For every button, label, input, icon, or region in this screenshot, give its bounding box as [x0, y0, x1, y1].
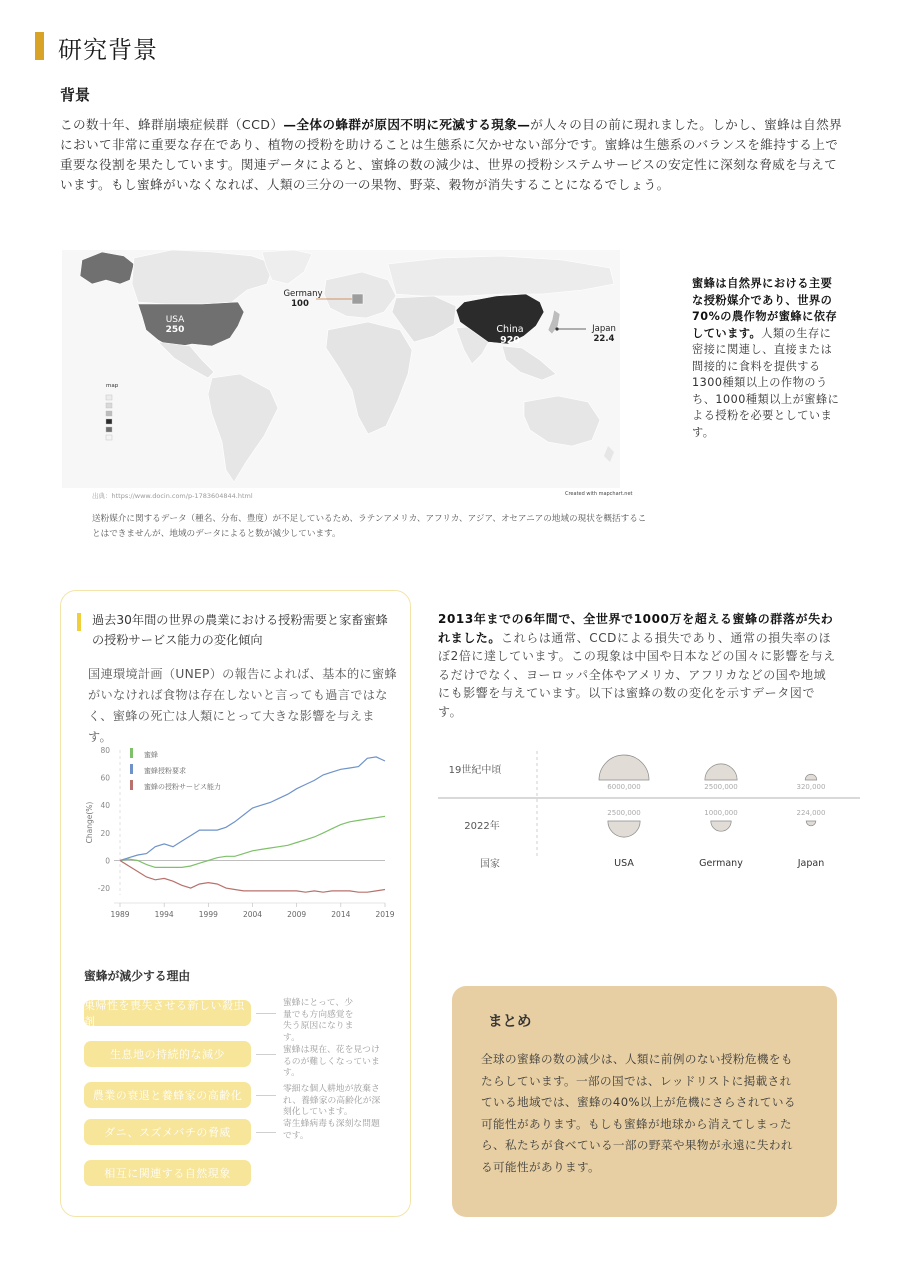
map-label-usa-value: 250: [165, 325, 185, 335]
map-source: 出典：https://www.docin.com/p-1783604844.html: [92, 492, 253, 500]
map-legend-swatch-6: [106, 435, 112, 440]
map-credit: Created with mapchart.net: [565, 491, 633, 497]
bee-past-halfcircle-2: [705, 764, 737, 780]
chart-legend-swatch-2: [130, 764, 133, 774]
bee-row-country: 国家: [480, 859, 500, 870]
reasons-title: 蜜蜂が減少する理由: [84, 969, 191, 983]
chart-ytick-3: 20: [100, 828, 110, 838]
page-title: 研究背景: [58, 36, 158, 64]
map-side-bold: 蜜蜂は自然界における主要な授粉媒介であり、世界の70%の農作物が蜜蜂に依存しています。: [692, 277, 838, 340]
map-legend-swatch-5: [106, 427, 112, 432]
bee-now-value-2: 1000,000: [704, 809, 738, 817]
chart-xtick-4: 2009: [287, 910, 307, 919]
chart-legend-label-3: 蜜蜂の授粉サービス能力: [144, 783, 221, 791]
map-label-japan-value: 22.4: [593, 334, 615, 344]
right-paragraph: [438, 610, 838, 721]
bee-now-halfcircle-2: [711, 821, 731, 831]
map-label-germany-value: 100: [291, 299, 309, 309]
reason-pill-2: 生息地の持続的な減少: [84, 1041, 251, 1067]
chart-xtick-1: 1994: [154, 910, 174, 919]
intro-text-2: が人々の目の前に現れました。しかし、蜜蜂は自然界において非常に重要な存在であり、植物の授粉を助けることは生態系に欠かせない部分です。蜜蜂は生態系のバランスを維持する上で重要な役割を果たしています。関連データによると、蜜蜂の数の減少は、世界の授粉システムサービスの安定性に深刻な脅威を与えています。もし蜜蜂がいなくなれば、人類の三分の一の果物、野菜、穀物が消失することになるでしょう。: [60, 117, 843, 192]
map-label-usa-name: USA: [165, 315, 185, 325]
chart-ytick-2: 40: [100, 801, 110, 811]
bee-past-value-1: 6000,000: [607, 783, 641, 791]
card-title: 過去30年間の世界の農業における授粉需要と家畜蜜蜂の授粉サービス能力の変化傾向: [92, 613, 388, 647]
chart-ytick-5: -20: [97, 884, 110, 894]
chart-xtick-5: 2014: [331, 910, 351, 919]
reason-desc-4: 寄生蜂病毒も深刻な問題です。: [283, 1119, 380, 1141]
reason-pill-3: 農業の衰退と養蜂家の高齢化: [84, 1082, 251, 1108]
map-note: 送粉媒介に関するデータ（種名、分布、豊度）が不足しているため、ラテンアメリカ、アフリカ、アジア、オセアニアの地域の現状を概括することはできませんが、地域のデータによると数が減少しています。: [92, 514, 647, 539]
bee-country-1: USA: [614, 858, 634, 869]
right-rest: これらは通常、CCDによる損失であり、通常の損失率のほぼ2倍に達しています。この現象は中国や日本などの国々に影響を与えるだけでなく、ヨーロッパ全体やアメリカ、アフリカなどの国や地域にも影響を与えています。以下は蜜蜂の数の変化を示すデータ図です。: [438, 630, 836, 719]
map-legend-swatch-4: [106, 419, 112, 424]
chart-ytick-1: 60: [100, 773, 110, 783]
chart-legend-label-1: 蜜蜂: [144, 751, 158, 759]
bee-now-halfcircle-3: [806, 821, 816, 826]
reason-desc-3: 零細な個人耕地が放棄され、養蜂家の高齢化が深刻化しています。: [283, 1084, 381, 1118]
bee-country-2: Germany: [699, 858, 743, 869]
chart-legend-swatch-3: [130, 780, 133, 790]
map-label-germany-name: Germany: [283, 289, 323, 299]
intro-bold: —全体の蜂群が原因不明に死滅する現象—: [283, 117, 531, 132]
bee-past-value-2: 2500,000: [704, 783, 738, 791]
card-text: 国連環境計画（UNEP）の報告によれば、基本的に蜜蜂がいなければ食物は存在しないと言っても過言ではなく、蜜蜂の死亡は人類にとって大きな影響を与えます。: [88, 667, 398, 744]
reason-connector-1: [256, 1013, 276, 1014]
pollination-line-chart: [80, 740, 400, 932]
chart-legend-swatch-1: [130, 748, 133, 758]
chart-ylabel: Change(%): [85, 801, 94, 844]
reason-connector-3: [256, 1095, 276, 1096]
reason-connector-2: [256, 1054, 276, 1055]
chart-series-line-1: [120, 816, 385, 867]
reason-pill-5: 相互に関連する自然現象: [84, 1160, 251, 1186]
chart-xtick-3: 2004: [242, 910, 263, 919]
chart-ytick-0: 80: [100, 746, 110, 755]
bee-population-chart: [438, 745, 863, 880]
chart-xtick-6: 2019: [375, 910, 395, 919]
chart-series-line-3: [120, 861, 385, 893]
bee-now-value-3: 224,000: [796, 809, 826, 817]
reason-desc-2: 蜜蜂は現在、花を見つけるのが難しくなっています。: [283, 1045, 380, 1079]
map-label-china-value: 920: [500, 335, 520, 346]
chart-xtick-0: 1989: [110, 910, 130, 919]
right-bold: 2013年までの6年間で、全世界で1000万を超える蜜蜂の群落が失われました。: [438, 612, 834, 645]
reason-desc-1: 蜜蜂にとって、少量でも方向感覚を失う原因になります。: [283, 998, 354, 1043]
map-side-rest: 人類の生存に密接に関連し、直接または間接的に食料を提供する1300種類以上の作物のうち、1000種類以上が蜜蜂による授粉を必要としています。: [692, 326, 840, 439]
map-legend-swatch-3: [106, 411, 112, 416]
bee-now-value-1: 2500,000: [607, 809, 641, 817]
intro-text-1: この数十年、蜂群崩壊症候群（CCD）: [60, 117, 284, 132]
section-heading: 背景: [60, 86, 91, 104]
map-label-japan-name: Japan: [592, 324, 616, 334]
bee-past-halfcircle-3: [805, 774, 817, 780]
bee-country-3: Japan: [797, 858, 825, 869]
map-legend-swatch-1: [106, 395, 112, 400]
reason-connector-4: [256, 1132, 276, 1133]
map-label-china-name: China: [496, 324, 524, 335]
map-legend-swatch-2: [106, 403, 112, 408]
chart-legend-label-2: 蜜蜂授粉要求: [144, 767, 186, 775]
bee-row-past: 19世紀中頃: [448, 765, 502, 776]
map-legend-title: map: [106, 383, 119, 389]
bee-now-halfcircle-1: [608, 821, 640, 837]
world-map: [62, 250, 620, 488]
chart-xtick-2: 1999: [198, 910, 218, 919]
reason-pill-1: 巣帰性を喪失させる新しい殺虫剤: [84, 1000, 251, 1026]
intro-paragraph: [60, 115, 845, 195]
bee-past-halfcircle-1: [599, 755, 649, 780]
map-side-text: [692, 276, 842, 441]
summary-title: まとめ: [488, 1014, 532, 1030]
map-region-germany: [352, 294, 363, 304]
bee-past-value-3: 320,000: [796, 783, 826, 791]
title-accent-bar: [35, 32, 44, 60]
reason-pill-4: ダニ、スズメバチの脅威: [84, 1119, 251, 1145]
bee-row-now: 2022年: [464, 821, 500, 832]
summary-text: 全球の蜜蜂の数の減少は、人類に前例のない授粉危機をもたらしています。一部の国では、レッドリストに掲載されている地域では、蜜蜂の40%以上が危機にさらされている可能性があります。もしも蜜蜂が地球から消えてしまったら、私たちが食べている一部の野菜や果物が永遠に失われる可能性があります。: [481, 1052, 796, 1174]
card-accent-bar: [77, 613, 81, 631]
chart-ytick-4: 0: [105, 856, 110, 866]
